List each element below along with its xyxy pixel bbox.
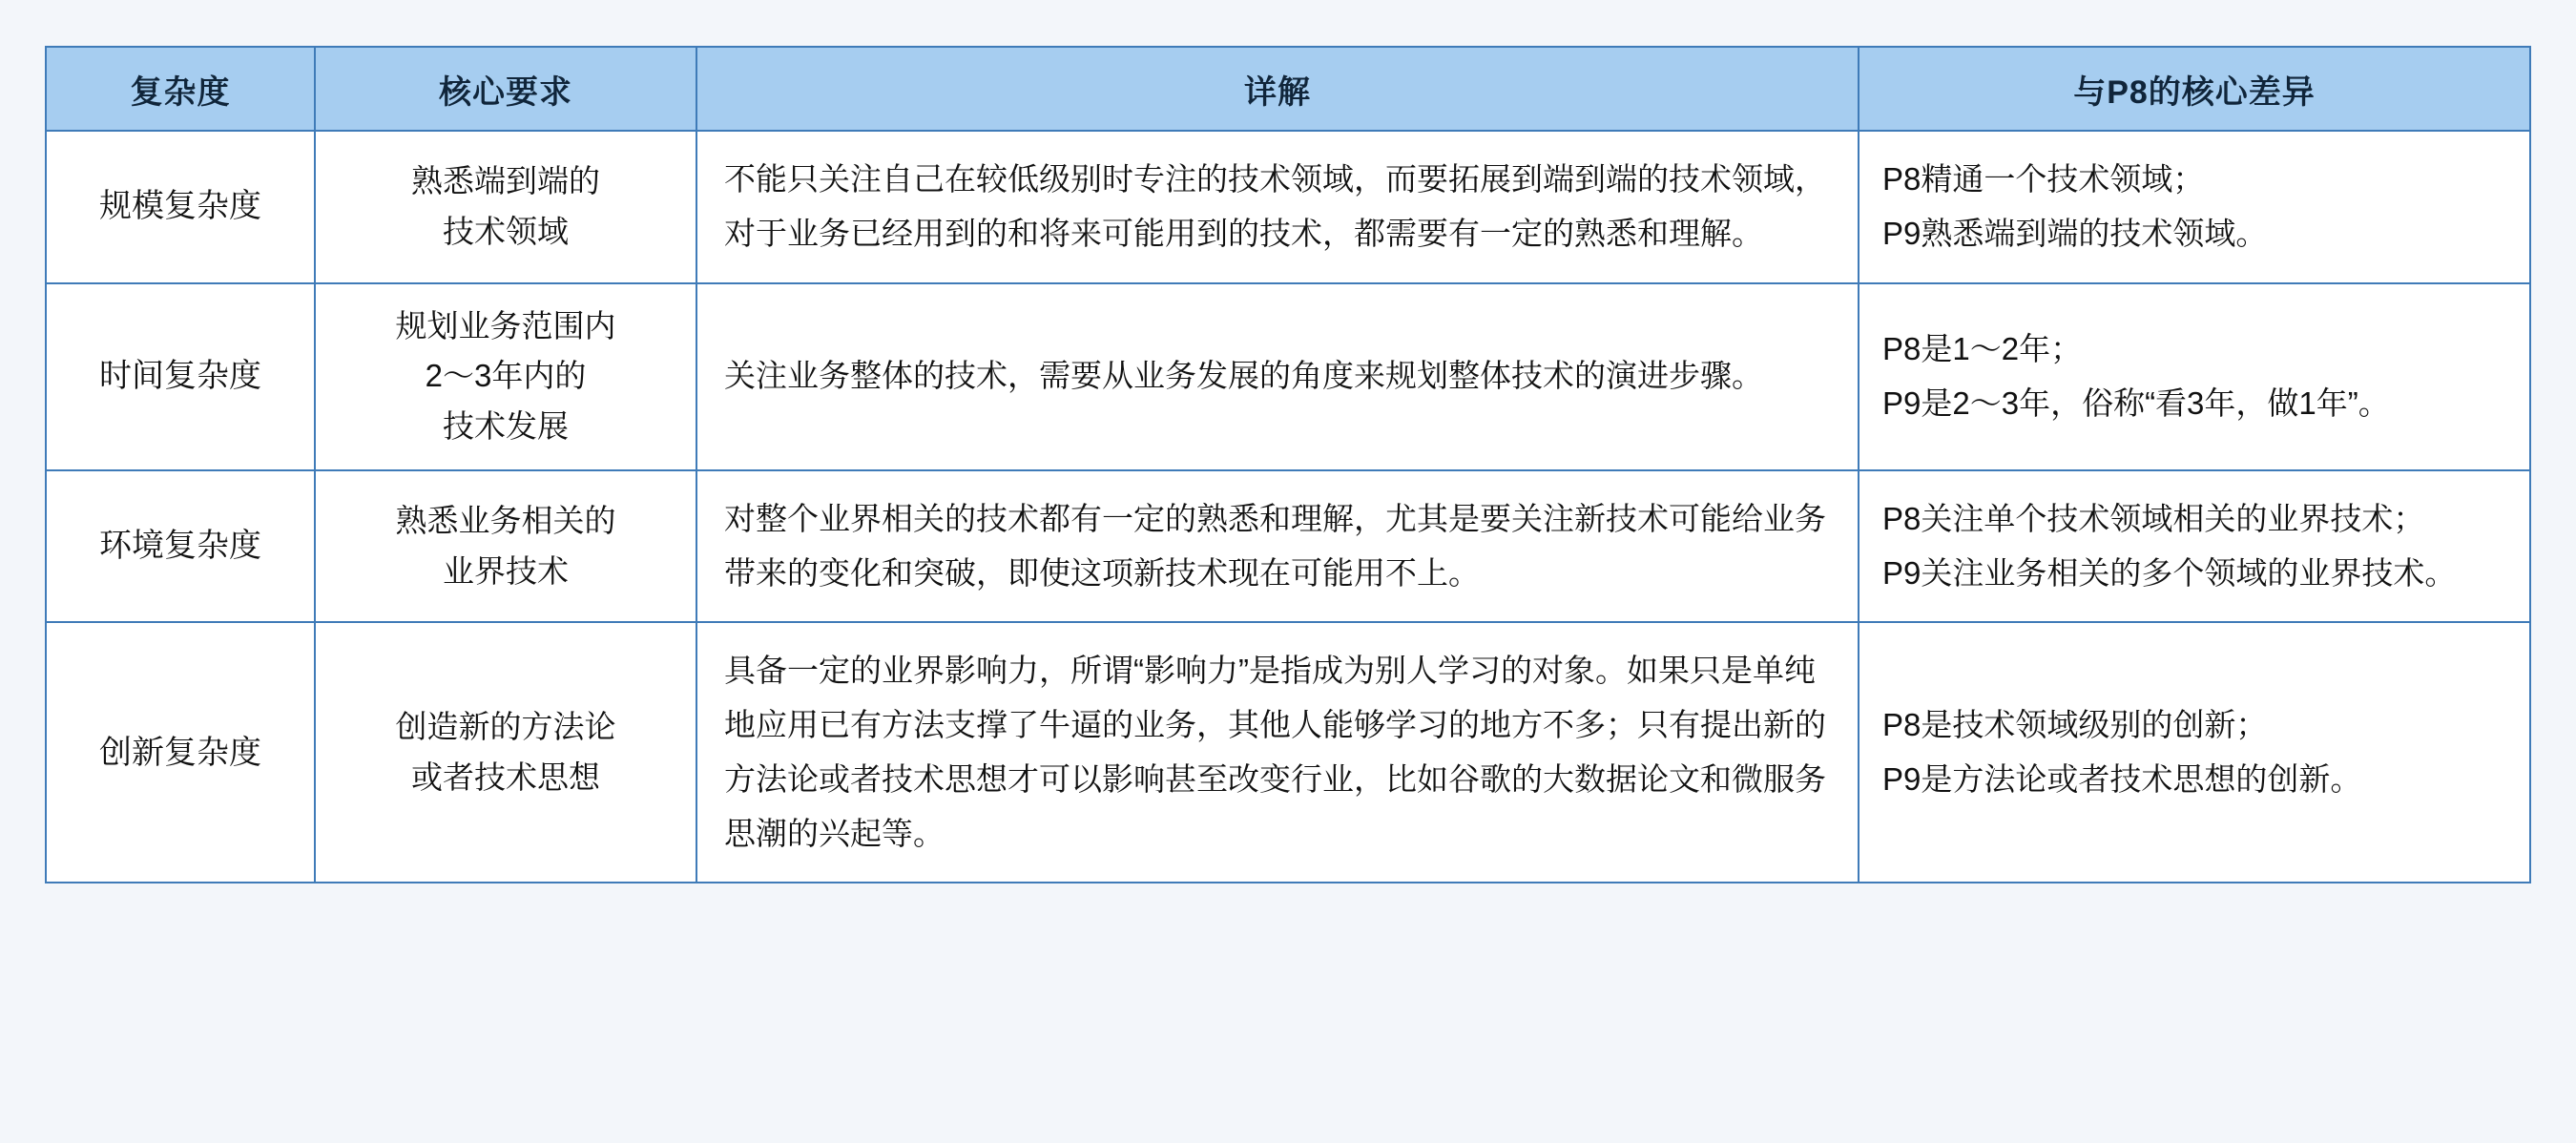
difference-line: P9熟悉端到端的技术领域。 (1882, 215, 2268, 251)
cell-difference (1859, 470, 2530, 623)
cell-detail: 具备一定的业界影响力，所谓“影响力”是指成为别人学习的对象。如果只是单纯地应用已有方法支撑了牛逼的业务，其他人能够学习的地方不多；只有提出新的方法论或者技术思想才可以影响甚至改变行业，比如谷歌的大数据论文和微服务思潮的兴起等。 (696, 622, 1859, 883)
table-header-row (46, 47, 2530, 131)
table-row (46, 470, 2530, 623)
difference-line: P9是方法论或者技术思想的创新。 (1882, 760, 2362, 797)
cell-complexity: 环境复杂度 (46, 470, 315, 623)
cell-core-requirement (315, 622, 696, 883)
cell-core-requirement (315, 283, 696, 470)
cell-difference (1859, 622, 2530, 883)
cell-detail: 对整个业界相关的技术都有一定的熟悉和理解，尤其是要关注新技术可能给业务带来的变化和突破，即使这项新技术现在可能用不上。 (696, 470, 1859, 623)
difference-line: P8是技术领域级别的创新； (1882, 707, 2268, 743)
requirement-line: 熟悉端到端的 (411, 162, 600, 198)
column-header-complexity: 复杂度 (46, 47, 315, 131)
column-header-detail: 详解 (696, 47, 1859, 131)
difference-line: P9是2～3年，俗称“看3年，做1年”。 (1882, 384, 2390, 421)
cell-complexity: 创新复杂度 (46, 622, 315, 883)
requirement-line: 业界技术 (443, 552, 569, 589)
difference-line: P8精通一个技术领域； (1882, 161, 2205, 197)
requirement-line: 创造新的方法论 (395, 709, 616, 745)
competency-matrix-table (45, 46, 2531, 883)
cell-core-requirement (315, 131, 696, 283)
cell-core-requirement (315, 470, 696, 623)
difference-line: P8是1～2年； (1882, 330, 2083, 366)
requirement-line: 技术领域 (443, 213, 569, 249)
cell-complexity: 时间复杂度 (46, 283, 315, 470)
requirement-line: 熟悉业务相关的 (395, 502, 616, 538)
requirement-line: 规划业务范围内 (395, 307, 616, 343)
difference-line: P9关注业务相关的多个领域的业界技术。 (1882, 554, 2457, 591)
table-body (46, 131, 2530, 883)
cell-detail: 不能只关注自己在较低级别时专注的技术领域，而要拓展到端到端的技术领域，对于业务已经用到的和将来可能用到的技术，都需要有一定的熟悉和理解。 (696, 131, 1859, 283)
cell-detail: 关注业务整体的技术，需要从业务发展的角度来规划整体技术的演进步骤。 (696, 283, 1859, 470)
cell-difference (1859, 283, 2530, 470)
requirement-line: 或者技术思想 (411, 759, 600, 795)
table-header (46, 47, 2530, 131)
table-row (46, 131, 2530, 283)
difference-line: P8关注单个技术领域相关的业界技术； (1882, 500, 2425, 536)
requirement-line: 技术发展 (443, 408, 569, 445)
cell-complexity: 规模复杂度 (46, 131, 315, 283)
column-header-difference: 与P8的核心差异 (1859, 47, 2530, 131)
column-header-core-requirement: 核心要求 (315, 47, 696, 131)
table-row (46, 622, 2530, 883)
requirement-line: 2～3年内的 (425, 358, 587, 394)
table-row (46, 283, 2530, 470)
cell-difference (1859, 131, 2530, 283)
